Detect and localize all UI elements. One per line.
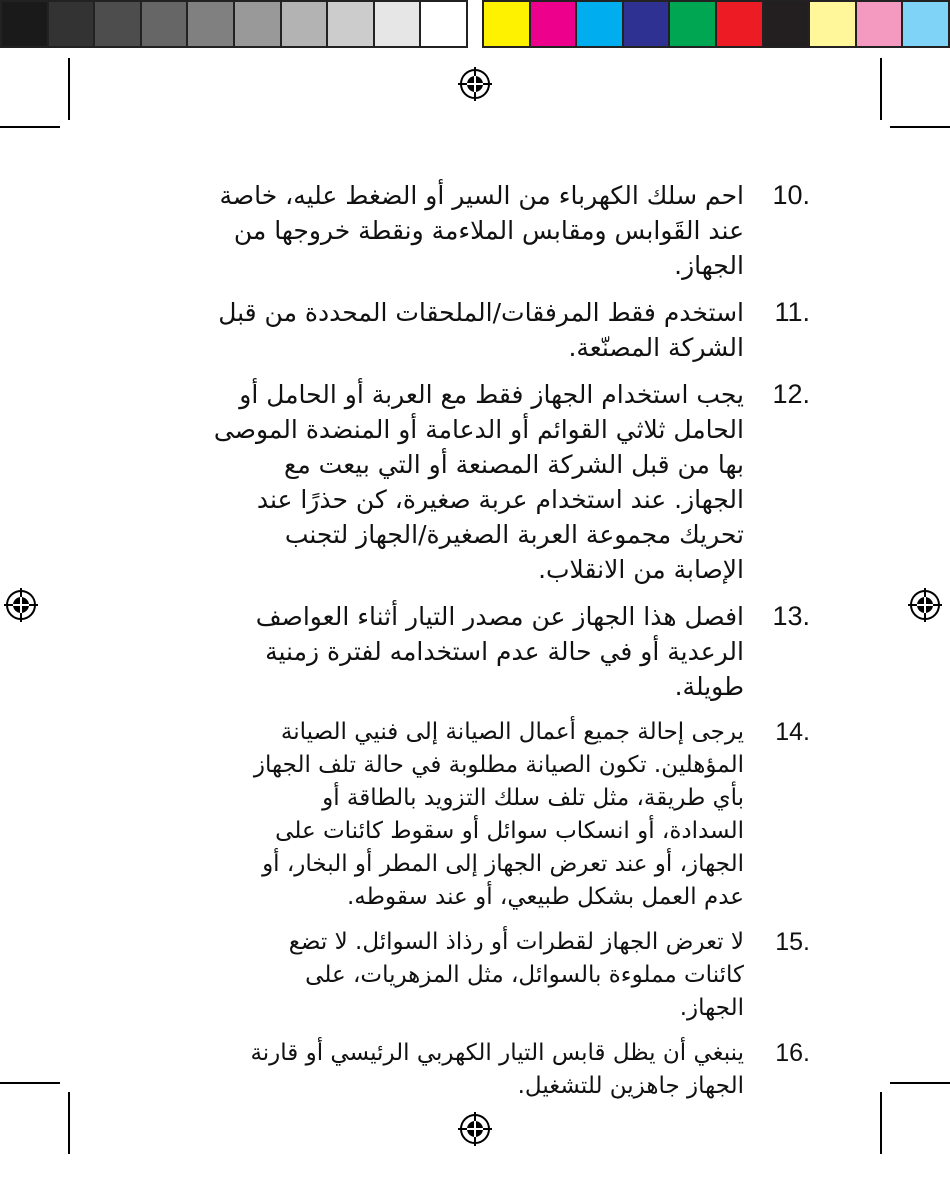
color-swatch — [717, 2, 764, 46]
gray-swatch — [328, 2, 375, 46]
instruction-number: 13. — [772, 601, 810, 631]
color-swatch — [577, 2, 624, 46]
registration-mark-icon — [4, 588, 38, 622]
instruction-text: لا تعرض الجهاز لقطرات أو رذاذ السوائل. لا تضع كائنات مملوءة بالسوائل، مثل المزهريات، على الجهاز. — [288, 929, 744, 1021]
color-swatch — [810, 2, 857, 46]
gray-swatch — [2, 2, 49, 46]
gray-swatch — [49, 2, 96, 46]
registration-mark-icon — [908, 588, 942, 622]
instruction-number: 10. — [772, 180, 810, 210]
crop-mark — [0, 126, 60, 128]
gray-swatch — [188, 2, 235, 46]
color-swatch — [857, 2, 904, 46]
instruction-number: 15. — [775, 928, 810, 956]
crop-mark — [890, 1082, 950, 1084]
instruction-item — [210, 599, 810, 704]
crop-mark — [880, 58, 882, 120]
crop-mark — [890, 126, 950, 128]
instruction-item — [210, 178, 810, 283]
grayscale-calibration-bar — [0, 0, 468, 48]
instruction-text: ينبغي أن يظل قابس التيار الكهربي الرئيسي أو قارنة الجهاز جاهزين للتشغيل. — [250, 1040, 744, 1099]
gray-swatch — [375, 2, 422, 46]
crop-mark — [68, 58, 70, 120]
registration-mark-icon — [458, 67, 492, 101]
instruction-text: يرجى إحالة جميع أعمال الصيانة إلى فنيي الصيانة المؤهلين. تكون الصيانة مطلوبة في حالة تلف الجهاز بأي طريقة، مثل تلف سلك التزويد بالطاقة أو السدادة، أو انسكاب سوائل أو سقوط كائنات على الجهاز، أو عند تعرض الجهاز إلى المطر أو البخار، أو عدم العمل بشكل طبيعي، أو عند سقوطه. — [253, 719, 744, 910]
instruction-text: يجب استخدام الجهاز فقط مع العربة أو الحامل أو الحامل ثلاثي القوائم أو الدعامة أو المنضدة الموصى بها من قبل الشركة المصنعة أو التي بيعت مع الجهاز. عند استخدام عربة صغيرة، كن حذرًا عند تحريك مجموعة العربة الصغيرة/الجهاز لتجنب الإصابة من الانقلاب. — [213, 380, 744, 584]
color-swatch — [670, 2, 717, 46]
color-swatch — [531, 2, 578, 46]
instruction-item — [210, 716, 810, 914]
instruction-text: افصل هذا الجهاز عن مصدر التيار أثناء العواصف الرعدية أو في حالة عدم استخدامه لفترة زمنية طويلة. — [255, 602, 744, 701]
instruction-item — [210, 295, 810, 365]
instruction-text: احم سلك الكهرباء من السير أو الضغط عليه، خاصة عند القَوابس ومقابس الملاءمة ونقطة خروجها من الجهاز. — [219, 181, 744, 280]
instruction-number: 14. — [775, 718, 810, 746]
instruction-number: 12. — [772, 379, 810, 409]
gray-swatch — [282, 2, 329, 46]
instruction-item — [210, 1037, 810, 1103]
instruction-item — [210, 926, 810, 1025]
safety-instructions-list — [210, 178, 810, 1115]
crop-mark — [68, 1092, 70, 1154]
gray-swatch — [95, 2, 142, 46]
gray-swatch — [142, 2, 189, 46]
color-swatch — [484, 2, 531, 46]
color-calibration-bar — [482, 0, 950, 48]
gray-swatch — [421, 2, 468, 46]
crop-mark — [0, 1082, 60, 1084]
color-swatch — [764, 2, 811, 46]
instruction-number: 16. — [775, 1039, 810, 1067]
instruction-text: استخدم فقط المرفقات/الملحقات المحددة من قبل الشركة المصنّعة. — [218, 298, 744, 362]
registration-mark-icon — [458, 1112, 492, 1146]
instruction-item — [210, 377, 810, 587]
instruction-number: 11. — [774, 297, 810, 327]
crop-mark — [880, 1092, 882, 1154]
color-swatch — [624, 2, 671, 46]
color-swatch — [903, 2, 950, 46]
gray-swatch — [235, 2, 282, 46]
